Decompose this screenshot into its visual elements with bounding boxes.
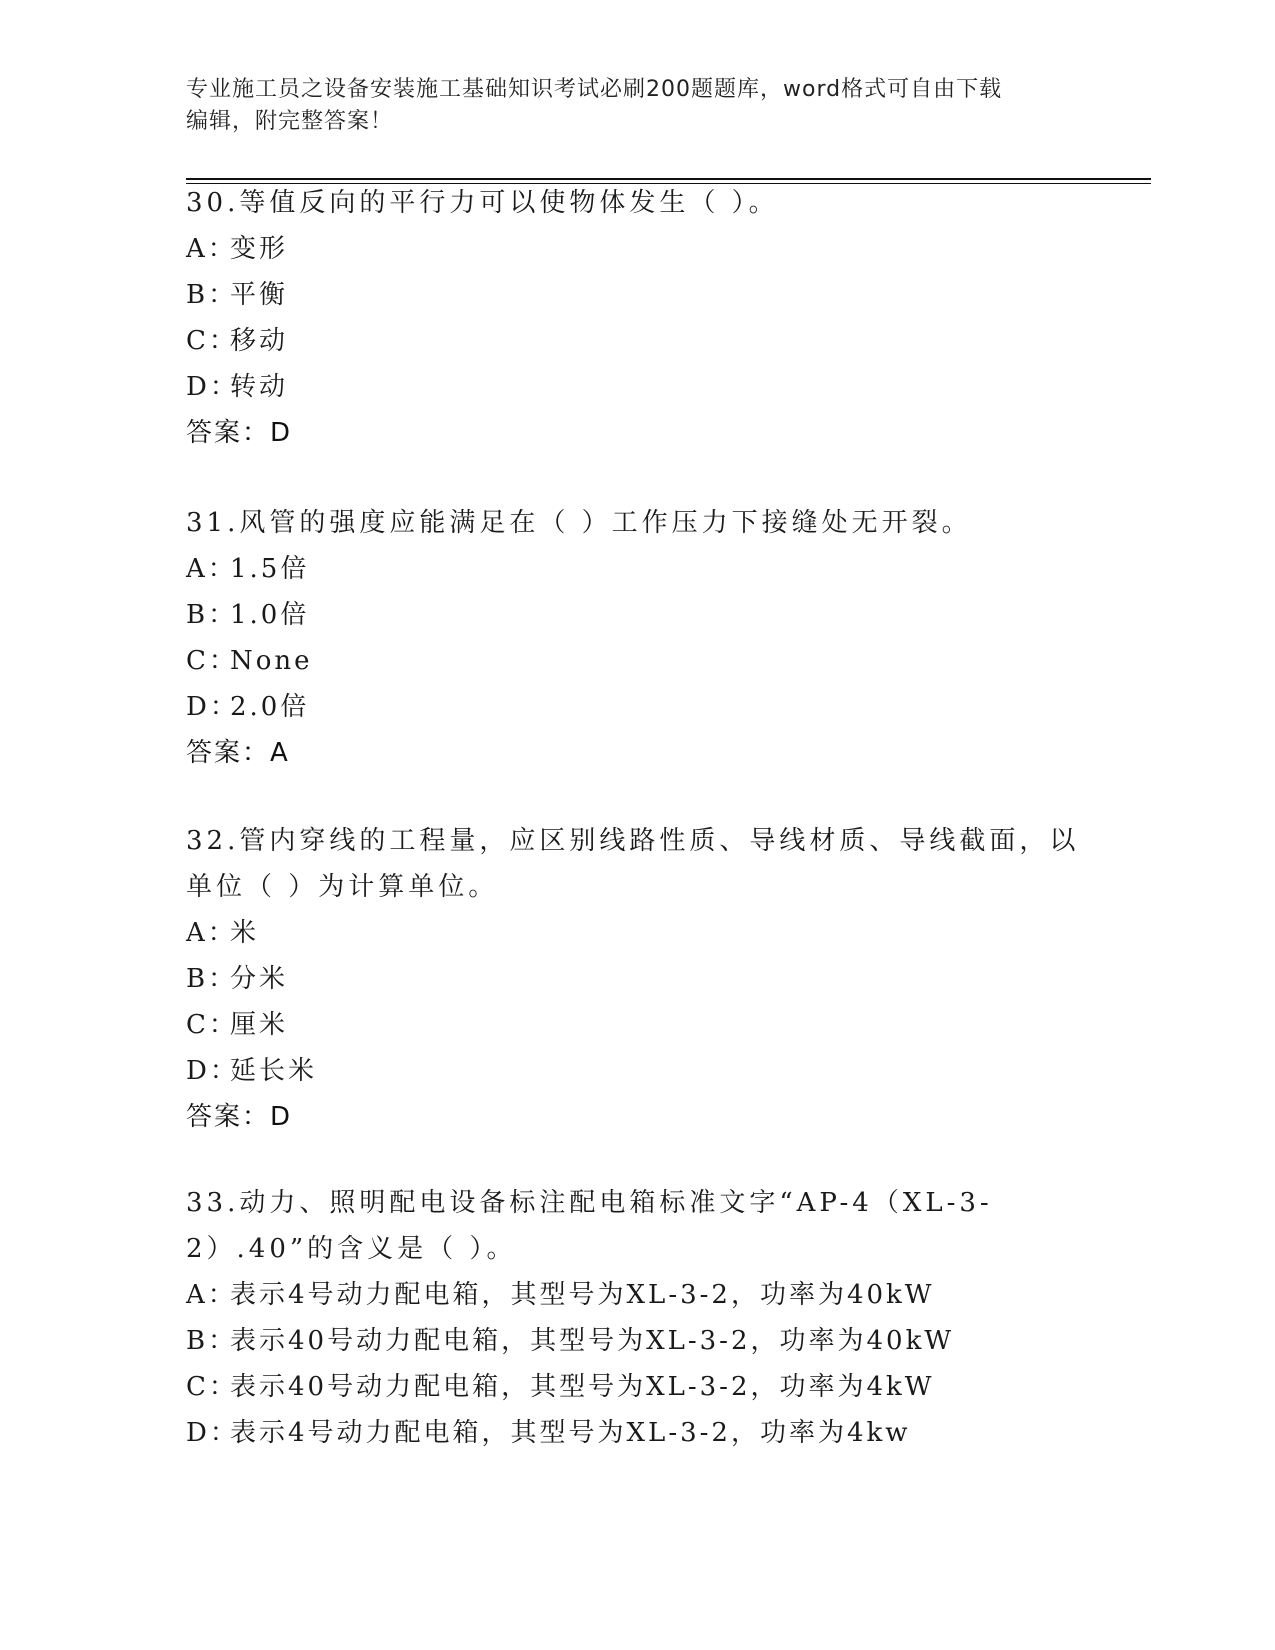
option-c — [186, 638, 1086, 684]
option-a — [186, 1272, 1086, 1318]
option-text: None — [230, 646, 313, 676]
option-letter: C： — [186, 646, 238, 676]
option-a — [186, 910, 1086, 956]
option-letter: D： — [186, 1418, 239, 1448]
option-a — [186, 546, 1086, 592]
document-header — [186, 74, 1066, 138]
option-d — [186, 364, 1086, 410]
option-a — [186, 226, 1086, 272]
option-text: 变形 — [230, 234, 289, 264]
question-30 — [186, 180, 1086, 456]
answer-line: 答案：D — [186, 1102, 293, 1132]
option-text: 转动 — [230, 372, 289, 402]
option-text: 米 — [230, 918, 260, 948]
option-text: 2.0倍 — [230, 692, 310, 722]
option-text: 平衡 — [230, 280, 289, 310]
option-text: 延长米 — [230, 1056, 318, 1086]
option-text: 移动 — [230, 326, 289, 356]
question-stem: 32.管内穿线的工程量，应区别线路性质、导线材质、导线截面，以单位（ ）为计算单位。 — [186, 826, 1080, 902]
question-32 — [186, 818, 1086, 1140]
option-text: 分米 — [230, 964, 289, 994]
option-c — [186, 1364, 1086, 1410]
option-letter: B： — [186, 280, 238, 310]
option-letter: A： — [186, 918, 237, 948]
option-letter: D： — [186, 372, 239, 402]
question-33 — [186, 1180, 1086, 1456]
option-letter: A： — [186, 554, 237, 584]
option-letter: D： — [186, 692, 239, 722]
option-letter: C： — [186, 1372, 238, 1402]
option-c — [186, 1002, 1086, 1048]
question-31 — [186, 500, 1086, 776]
option-text: 1.5倍 — [230, 554, 310, 584]
option-d — [186, 684, 1086, 730]
answer-line: 答案：A — [186, 738, 290, 768]
option-letter: B： — [186, 600, 238, 630]
option-d — [186, 1410, 1086, 1456]
option-b — [186, 956, 1086, 1002]
option-b — [186, 1318, 1086, 1364]
option-b — [186, 272, 1086, 318]
option-letter: A： — [186, 234, 237, 264]
option-letter: C： — [186, 1010, 238, 1040]
option-letter: B： — [186, 1326, 238, 1356]
question-stem: 31.风管的强度应能满足在（ ）工作压力下接缝处无开裂。 — [186, 508, 972, 538]
option-text: 1.0倍 — [230, 600, 310, 630]
option-b — [186, 592, 1086, 638]
option-text: 表示40号动力配电箱，其型号为XL-3-2，功率为40kW — [230, 1326, 955, 1356]
option-d — [186, 1048, 1086, 1094]
question-stem: 33.动力、照明配电设备标注配电箱标准文字“AP-4（XL-3-2）.40”的含义是（ ）。 — [186, 1188, 993, 1264]
option-c — [186, 318, 1086, 364]
answer-line: 答案：D — [186, 418, 293, 448]
option-letter: D： — [186, 1056, 239, 1086]
option-letter: C： — [186, 326, 238, 356]
question-stem: 30.等值反向的平行力可以使物体发生（ ）。 — [186, 188, 779, 218]
header-line-2: 编辑，附完整答案！ — [186, 109, 394, 134]
option-text: 表示40号动力配电箱，其型号为XL-3-2，功率为4kW — [230, 1372, 935, 1402]
option-text: 厘米 — [230, 1010, 289, 1040]
option-text: 表示4号动力配电箱，其型号为XL-3-2，功率为4kw — [230, 1418, 911, 1448]
option-text: 表示4号动力配电箱，其型号为XL-3-2，功率为40kW — [230, 1280, 935, 1310]
option-letter: A： — [186, 1280, 237, 1310]
option-letter: B： — [186, 964, 238, 994]
header-line-1: 专业施工员之设备安装施工基础知识考试必刷200题题库，word格式可自由下载 — [186, 77, 1003, 102]
